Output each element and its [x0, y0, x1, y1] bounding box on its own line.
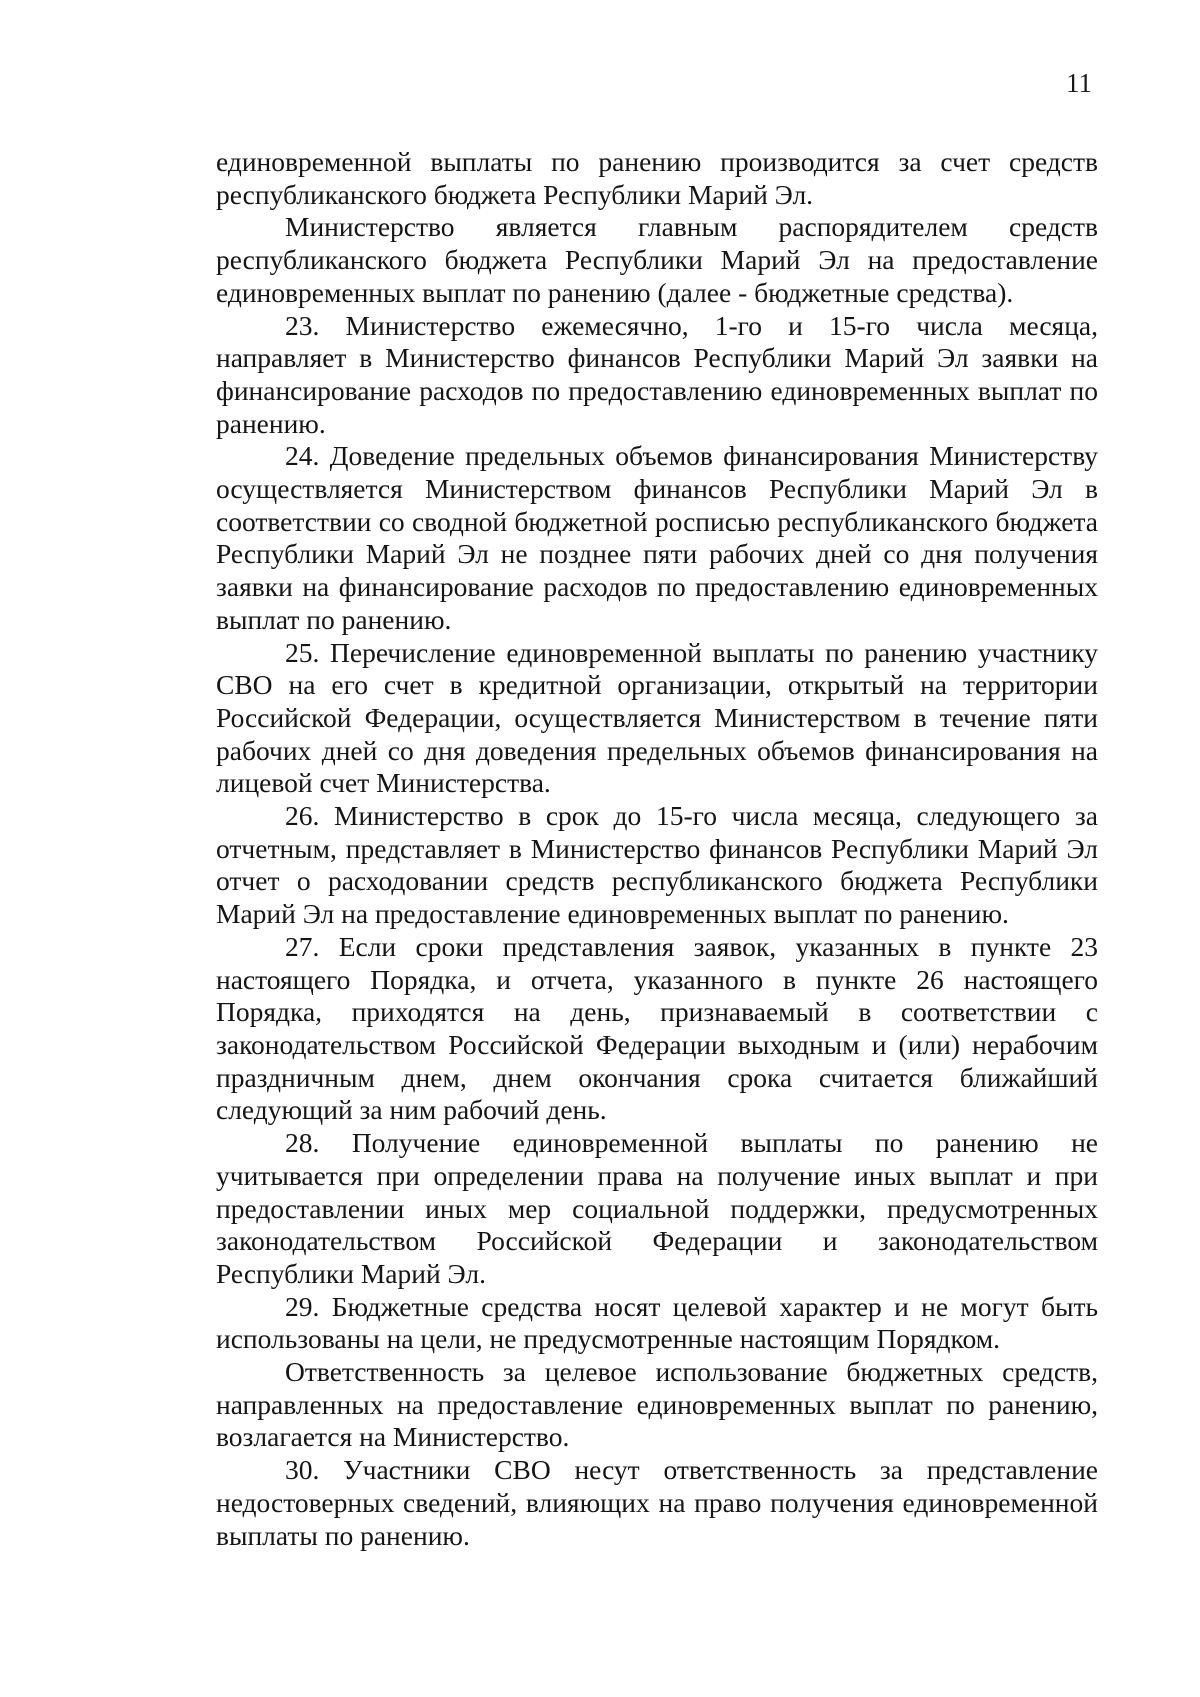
paragraph-item-27: 27. Если сроки представления заявок, указанных в пункте 23 настоящего Порядка, и отчета, указанного в пункте 26 настоящего Порядка, приходятся на день, признаваемый в соответствии с законодательством Российской Федерации выходным и (или) нерабочим праздничным днем, днем окончания срока считается ближайший следующий за ним рабочий день. [216, 930, 1098, 1126]
paragraph-budget-manager: Министерство является главным распорядителем средств республиканского бюджета Республики Марий Эл на предоставление единовременных выплат по ранению (далее - бюджетные средства). [216, 211, 1098, 308]
page-number: 11 [1066, 68, 1092, 98]
paragraph-item-24: 24. Доведение предельных объемов финансирования Министерству осуществляется Министерством финансов Республики Марий Эл в соответствии со сводной бюджетной росписью республиканского бюджета Республики Марий Эл не позднее пяти рабочих дней со дня получения заявки на финансирование расходов по предоставлению единовременных выплат по ранению. [216, 440, 1098, 635]
paragraph-responsibility: Ответственность за целевое использование бюджетных средств, направленных на предоставление единовременных выплат по ранению, возлагается на Министерство. [216, 1356, 1098, 1453]
document-body [216, 146, 1098, 1552]
paragraph-item-30: 30. Участники СВО несут ответственность за представление недостоверных сведений, влияющих на право получения единовременной выплаты по ранению. [216, 1454, 1098, 1551]
paragraph-item-29: 29. Бюджетные средства носят целевой характер и не могут быть использованы на цели, не предусмотренные настоящим Порядком. [216, 1290, 1098, 1355]
paragraph-item-25: 25. Перечисление единовременной выплаты по ранению участнику СВО на его счет в кредитной организации, открытый на территории Российской Федерации, осуществляется Министерством в течение пяти рабочих дней со дня доведения предельных объемов финансирования на лицевой счет Министерства. [216, 636, 1098, 799]
paragraph-item-28: 28. Получение единовременной выплаты по ранению не учитывается при определении права на получение иных выплат и при предоставлении иных мер социальной поддержки, предусмотренных законодательством Российской Федерации и законодательством Республики Марий Эл. [216, 1127, 1098, 1289]
paragraph-item-23: 23. Министерство ежемесячно, 1-го и 15-го числа месяца, направляет в Министерство финансов Республики Марий Эл заявки на финансирование расходов по предоставлению единовременных выплат по ранению. [216, 309, 1098, 439]
paragraph-continuation: единовременной выплаты по ранению производится за счет средств республиканского бюджета Республики Марий Эл. [216, 146, 1098, 210]
paragraph-item-26: 26. Министерство в срок до 15-го числа месяца, следующего за отчетным, представляет в Министерство финансов Республики Марий Эл отчет о расходовании средств республиканского бюджета Республики Марий Эл на предоставление единовременных выплат по ранению. [216, 800, 1098, 930]
